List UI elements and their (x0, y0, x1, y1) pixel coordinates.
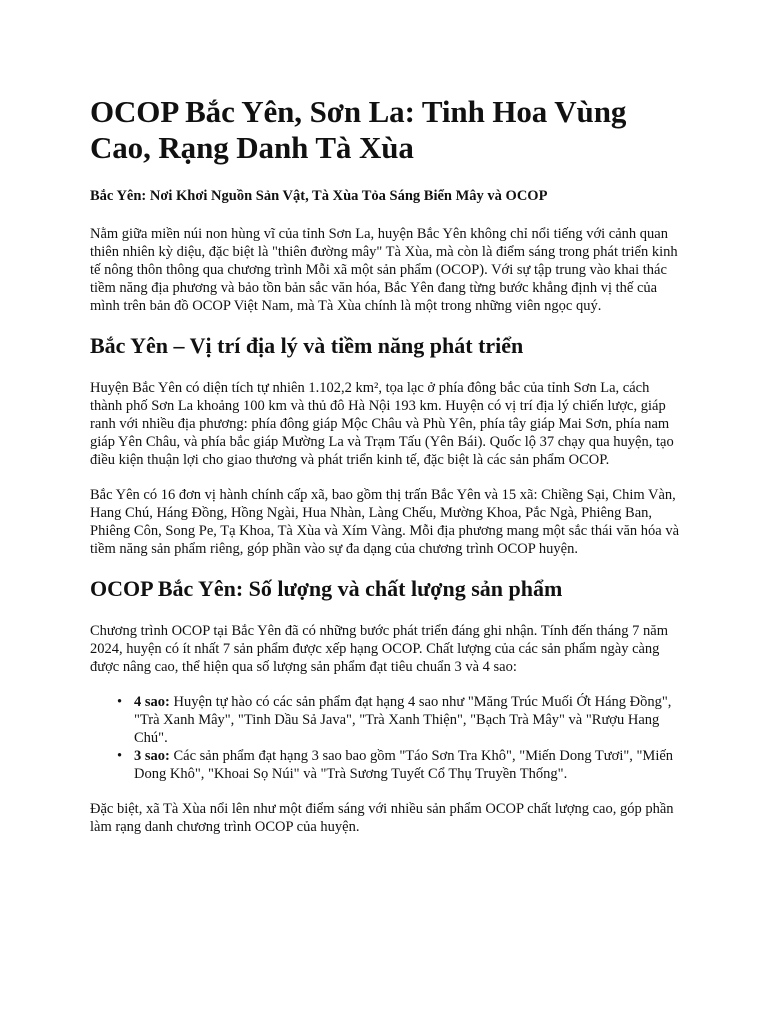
list-item-text: Huyện tự hào có các sản phẩm đạt hạng 4 sao như "Măng Trúc Muối Ớt Háng Đồng", "Trà Xanh Mây", "Tinh Dầu Sả Java", "Trà Xanh Thiện", "Bạch Trà Mây" và "Rượu Hang Chú". (134, 694, 672, 746)
article-subtitle: Bắc Yên: Nơi Khơi Nguồn Sản Vật, Tà Xùa Tỏa Sáng Biển Mây và OCOP (90, 188, 548, 204)
section-heading-location: Bắc Yên – Vị trí địa lý và tiềm năng phát triển (90, 333, 524, 358)
article-title: OCOP Bắc Yên, Sơn La: Tinh Hoa Vùng Cao, Rạng Danh Tà Xùa (90, 94, 627, 165)
list-item-text: Các sản phẩm đạt hạng 3 sao bao gồm "Táo Sơn Tra Khô", "Miến Dong Tươi", "Miến Dong Khô", "Khoai Sọ Núi" và "Trà Sương Tuyết Cổ Thụ Truyền Thống". (134, 748, 674, 782)
intro-paragraph: Nằm giữa miền núi non hùng vĩ của tỉnh Sơn La, huyện Bắc Yên không chỉ nổi tiếng với cảnh quan thiên nhiên kỳ diệu, đặc biệt là "thiên đường mây" Tà Xùa, mà còn là điểm sáng trong phát triển kinh tế nông thôn thông qua chương trình Mỗi xã một sản phẩm (OCOP). Với sự tập trung vào khai thác tiềm năng địa phương và bảo tồn bản sắc văn hóa, Bắc Yên đang từng bước khẳng định vị thế của mình trên bản đồ OCOP Việt Nam, mà Tà Xùa chính là một trong những viên ngọc quý. (90, 226, 678, 314)
ocop-paragraph-2: Đặc biệt, xã Tà Xùa nổi lên như một điểm sáng với nhiều sản phẩm OCOP chất lượng cao, góp phần làm rạng danh chương trình OCOP của huyện. (90, 801, 674, 835)
location-paragraph-2: Bắc Yên có 16 đơn vị hành chính cấp xã, bao gồm thị trấn Bắc Yên và 15 xã: Chiềng Sại, Chim Vàn, Hang Chú, Háng Đồng, Hồng Ngài, Hua Nhàn, Làng Chếu, Mường Khoa, Pắc Ngà, Phiêng Ban, Phiêng Côn, Song Pe, Tạ Khoa, Tà Xùa và Xím Vàng. Mỗi địa phương mang một sắc thái văn hóa và tiềm năng sản phẩm riêng, góp phần vào sự đa dạng của chương trình OCOP huyện. (90, 487, 679, 557)
list-item-label: 4 sao: (134, 694, 170, 710)
list-item-3-star (117, 747, 680, 783)
star-rating-list (90, 693, 680, 783)
section-heading-ocop: OCOP Bắc Yên: Số lượng và chất lượng sản phẩm (90, 576, 563, 601)
ocop-paragraph-1: Chương trình OCOP tại Bắc Yên đã có những bước phát triển đáng ghi nhận. Tính đến tháng 7 năm 2024, huyện có ít nhất 7 sản phẩm được xếp hạng OCOP. Chất lượng của các sản phẩm ngày càng được nâng cao, thể hiện qua số lượng sản phẩm đạt tiêu chuẩn 3 và 4 sao: (90, 623, 668, 675)
list-item-label: 3 sao: (134, 748, 170, 764)
bullet-icon: • (117, 694, 123, 710)
bullet-icon: • (117, 748, 123, 764)
location-paragraph-1: Huyện Bắc Yên có diện tích tự nhiên 1.102,2 km², tọa lạc ở phía đông bắc của tỉnh Sơn La, cách thành phố Sơn La khoảng 100 km và thủ đô Hà Nội 193 km. Huyện có vị trí địa lý chiến lược, giáp ranh với nhiều địa phương: phía đông giáp Mộc Châu và Phù Yên, phía tây giáp Mai Sơn, phía nam giáp Yên Châu, và phía bắc giáp Mường La và Trạm Tấu (Yên Bái). Quốc lộ 37 chạy qua huyện, tạo điều kiện thuận lợi cho giao thương và phát triển kinh tế, đặc biệt là các sản phẩm OCOP. (90, 380, 674, 468)
list-item-4-star (117, 693, 680, 747)
